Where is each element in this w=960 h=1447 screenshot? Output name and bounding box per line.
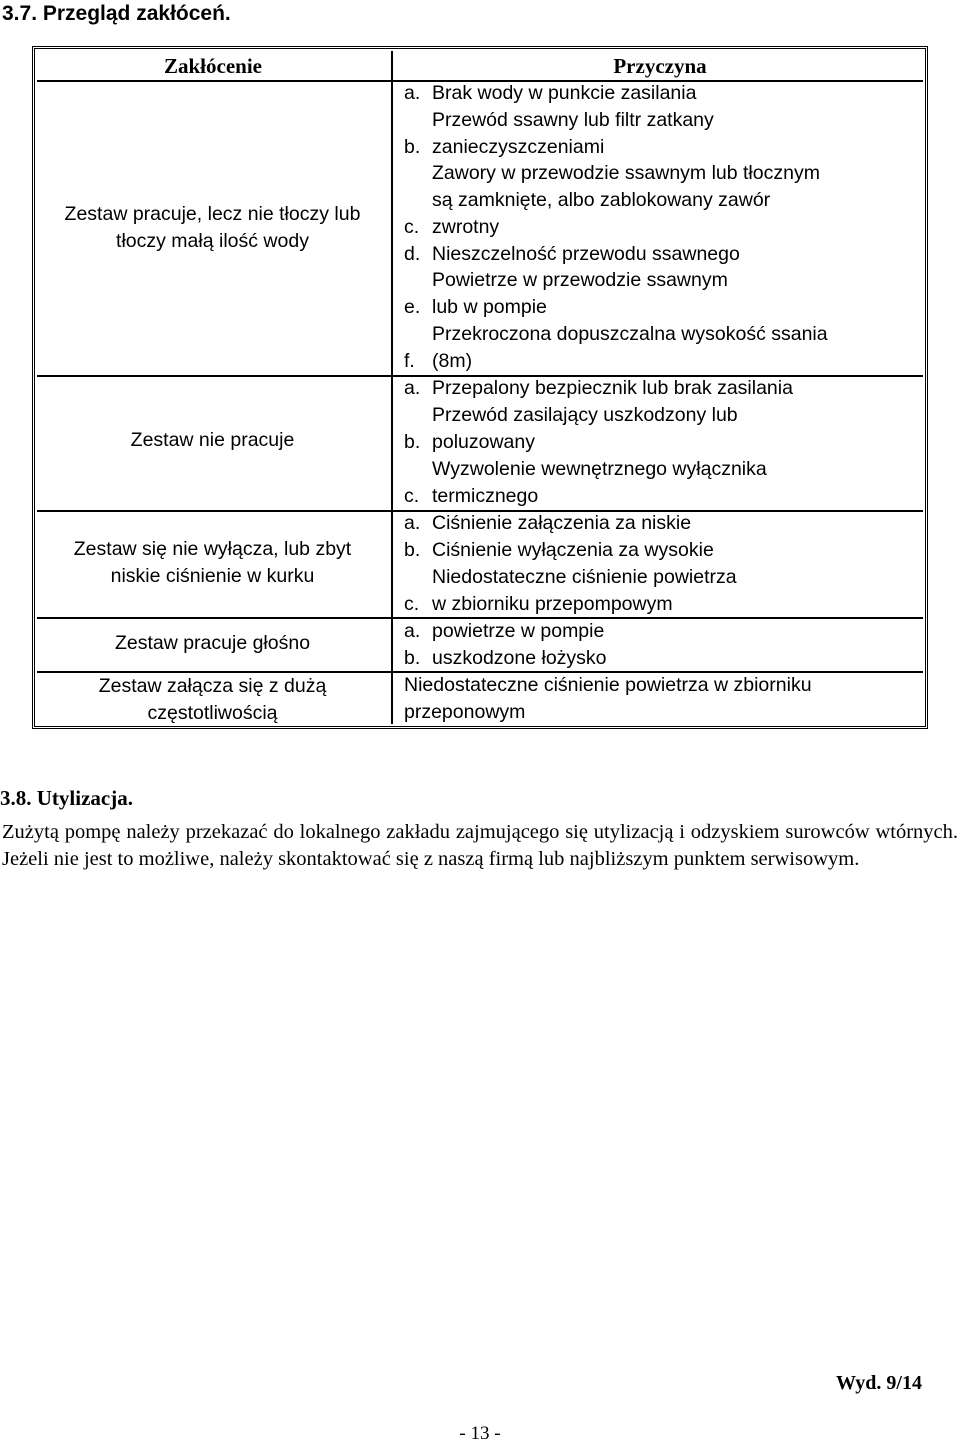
cause-item: b. Ciśnienie wyłączenia za wysokie bbox=[404, 539, 714, 561]
symptom-frequent-start: Zestaw załącza się z dużą częstotliwością bbox=[98, 675, 327, 724]
cause-item: f. Przekroczona dopuszczalna wysokość ssania (8m) bbox=[404, 323, 828, 372]
table-header-cause: Przyczyna bbox=[613, 54, 707, 78]
cause-item: c. Wyzwolenie wewnętrznego wyłącznika termicznego bbox=[404, 458, 767, 507]
cause-item: a. powietrze w pompie bbox=[404, 620, 605, 642]
cause-item: c. Niedostateczne ciśnienie powietrza w zbiorniku przepompowym bbox=[404, 566, 737, 615]
cause-item: b. Przewód zasilający uszkodzony lub poluzowany bbox=[404, 404, 738, 453]
page-number: - 13 - bbox=[459, 1423, 501, 1444]
symptom-noisy: Zestaw pracuje głośno bbox=[114, 632, 311, 654]
cause-item: a. Przepalony bezpiecznik lub brak zasilania bbox=[404, 377, 793, 399]
section-heading-3-8: 3.8. Utylizacja. bbox=[0, 786, 133, 810]
disposal-paragraph: Zużytą pompę należy przekazać do lokalnego zakładu zajmującego się utylizacją i odzyskiem surowców wtórnych. Jeżeli nie jest to możliwe, należy skontaktować się z naszą firmą lub najbliższym punktem serwisowym. bbox=[2, 821, 958, 870]
cause-item: e. Powietrze w przewodzie ssawnym lub w pompie bbox=[404, 269, 728, 318]
symptom-no-water: Zestaw pracuje, lecz nie tłoczy lub tłoczy małą ilość wody bbox=[64, 203, 361, 252]
cause-item: c. Zawory w przewodzie ssawnym lub tłocznym są zamknięte, albo zablokowany zawór zwrotny bbox=[404, 162, 820, 238]
table-column-divider bbox=[391, 51, 393, 724]
cause-item: b. uszkodzone łożysko bbox=[404, 647, 607, 669]
cause-item: a. Ciśnienie załączenia za niskie bbox=[404, 512, 692, 534]
symptom-not-running: Zestaw nie pracuje bbox=[130, 429, 295, 451]
symptom-not-switching-off: Zestaw się nie wyłącza, lub zbyt niskie ciśnienie w kurku bbox=[73, 538, 352, 587]
section-heading-3-7: 3.7. Przegląd zakłóceń. bbox=[2, 2, 231, 25]
cause-note: Niedostateczne ciśnienie powietrza w zbiorniku przeponowym bbox=[404, 674, 812, 723]
table-header-symptom: Zakłócenie bbox=[164, 54, 262, 78]
cause-item: b. Przewód ssawny lub filtr zatkany zanieczyszczeniami bbox=[404, 109, 714, 158]
edition-label: Wyd. 9/14 bbox=[836, 1372, 922, 1394]
cause-item: d. Nieszczelność przewodu ssawnego bbox=[404, 243, 740, 265]
cause-item: a. Brak wody w punkcie zasilania bbox=[404, 82, 697, 104]
